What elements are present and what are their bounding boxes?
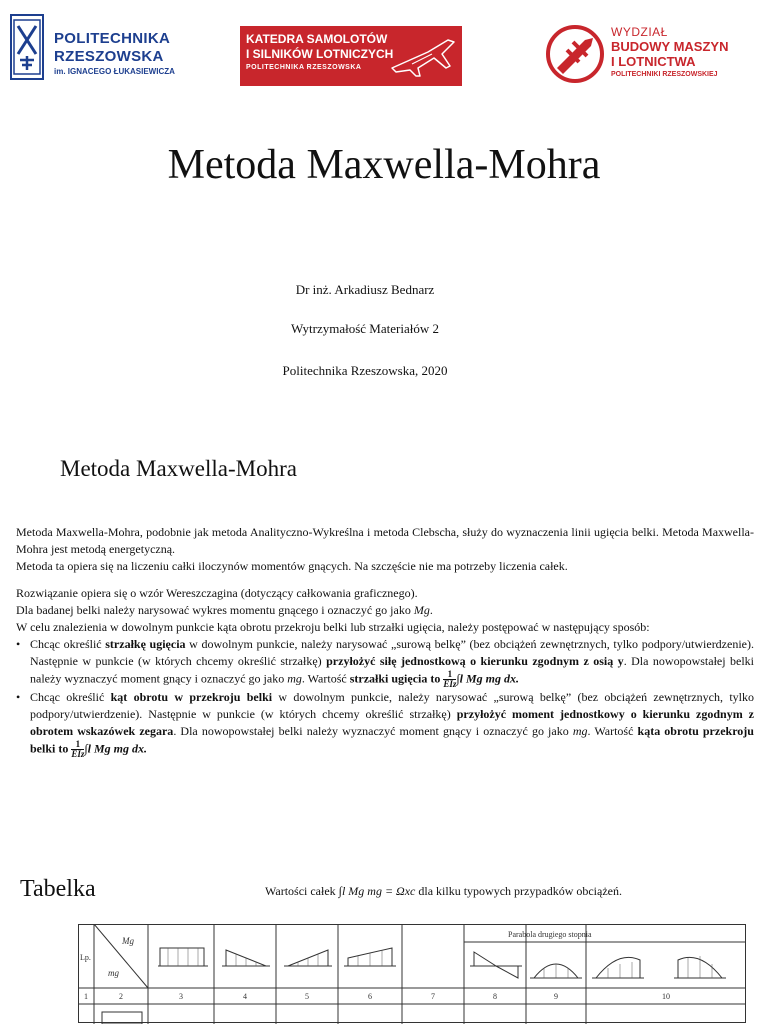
b1-fraction <box>443 670 456 689</box>
b1-text-d: . Wartość <box>301 671 350 686</box>
pr-logo-line3: im. IGNACEGO ŁUKASIEWICZA <box>54 67 175 76</box>
list-item-deflection <box>30 636 754 689</box>
paragraph-wereszczagin: Rozwiązanie opiera się o wzór Wereszczagina (dotyczący całkowania graficznego). <box>16 586 418 600</box>
moment-diagram-text: Dla badanej belki należy narysować wykres momentu gnącego i oznaczyć go jako <box>16 603 414 617</box>
b1-frac-num: 1 <box>443 670 456 680</box>
paragraph-moment-diagram: Dla badanej belki należy narysować wykres momentu gnącego i oznaczyć go jako Mg. <box>16 603 433 617</box>
diagram-rectangle <box>160 948 204 966</box>
b2-bold-3: kąta obrotu przekroju belki to <box>30 724 754 756</box>
b1-symbol-mg: mg <box>287 671 302 686</box>
header-parabola: Parabola drugiego stopnia <box>508 930 592 939</box>
header-logos <box>0 8 768 88</box>
b2-text-c: . Dla nowopowstałej belki należy wyznaczyć moment gnący i oznaczyć go jako <box>173 724 573 738</box>
b2-frac-num: 1 <box>71 740 84 750</box>
procedure-list <box>16 636 754 759</box>
diagram-antisymmetric <box>474 952 518 978</box>
course-line: Wytrzymałość Materiałów 2 <box>291 321 439 336</box>
ksl-logo-line3: POLITECHNIKA RZESZOWSKA <box>246 64 362 71</box>
b2-fraction <box>71 740 84 759</box>
b2-text-d: . Wartość <box>587 724 638 738</box>
b1-bold-1: strzałkę ugięcia <box>105 637 186 651</box>
page-title: Metoda Maxwella-Mohra <box>167 142 601 188</box>
ksl-logo-line1: KATEDRA SAMOLOTÓW <box>246 32 388 46</box>
symbol-Mg: Mg <box>413 603 430 617</box>
section-body <box>16 524 754 759</box>
col-number-10: 10 <box>662 992 670 1001</box>
b1-bold-2: przyłożyć siłę jednostkową o kierunku zgodnym z osią y <box>326 654 624 668</box>
col-number-7: 7 <box>431 992 435 1001</box>
col-number-3: 3 <box>179 992 183 1001</box>
paragraph-integral: Metoda ta opiera się na liczeniu całki iloczynów momentów gnących. Na szczęście nie ma potrzeby liczenia całek. <box>16 559 568 573</box>
politechnika-rzeszowska-logo <box>10 12 180 84</box>
ksl-logo-line2: I SILNIKÓW LOTNICZYCH <box>246 47 394 61</box>
pr-logo-line2: RZESZOWSKA <box>54 48 164 65</box>
integral-table-drawing <box>78 924 746 1024</box>
b2-symbol-mg: mg <box>572 724 588 738</box>
header-lp: Lp. <box>80 953 91 962</box>
col-number-9: 9 <box>554 992 558 1001</box>
col-number-8: 8 <box>493 992 497 1001</box>
diagram-parabola-right <box>596 957 640 978</box>
b2-formula: ∫l Mg mg dx. <box>84 741 147 756</box>
caption-text-b: dla kilku typowych przypadków obciążeń. <box>415 884 622 898</box>
wbm-logo-line3: I LOTNICTWA <box>611 54 696 69</box>
b1-text-b: w dowolnym punkcie, należy narysować „surową belkę” (bez obciążeń zewnętrznych, tylko podpory/utwierdzenie). Następnie w punkcie (w których chcemy określić strzałkę) <box>30 637 754 668</box>
wbm-logo-line2: BUDOWY MASZYN <box>611 39 729 54</box>
section-title: Metoda Maxwella-Mohra <box>60 456 297 481</box>
author-line: Dr inż. Arkadiusz Bednarz <box>295 282 435 297</box>
paragraph-intro: Metoda Maxwella-Mohra, podobnie jak metoda Analityczno-Wykreślna i metoda Clebscha, służy do wyznaczenia linii ugięcia belki. Metoda Maxwella-Mohra jest metodą energetyczną. <box>16 525 754 556</box>
b1-frac-den: EIz <box>443 679 457 689</box>
col-number-2: 2 <box>119 992 123 1001</box>
caption-text-a: Wartości całek <box>265 884 339 898</box>
list-item-rotation <box>30 689 754 759</box>
col-number-5: 5 <box>305 992 309 1001</box>
tabelka-title: Tabelka <box>20 876 96 902</box>
integral-table <box>78 924 746 1024</box>
b2-bold-1: kąt obrotu w przekroju belki <box>110 690 273 704</box>
paragraph-procedure: W celu znalezienia w dowolnym punkcie kąta obrotu przekroju belki lub strzałki ugięcia, należy postępować w następujący sposób: <box>16 620 650 634</box>
politechnika-emblem-icon <box>10 14 44 80</box>
b2-text-a: Chcąc określić <box>30 690 111 704</box>
wbm-logo-line1: WYDZIAŁ <box>611 25 668 39</box>
b2-text-b: w dowolnym punkcie, należy narysować „surową belkę” (bez obciążeń zewnętrznych, tylko podpory/utwierdzenie). Następnie w punkcie (w których chcemy określić strzałkę) <box>30 690 754 721</box>
moment-diagrams <box>158 948 726 978</box>
pr-logo-line1: POLITECHNIKA <box>54 30 171 47</box>
caption-formula: ∫l Mg mg = Ωxc <box>338 884 416 898</box>
header-Mg: Mg <box>122 936 134 946</box>
wbm-logo-line4: POLITECHNIKI RZESZOWSKIEJ <box>611 71 718 78</box>
b1-formula: ∫l Mg mg dx. <box>456 671 519 686</box>
col-number-6: 6 <box>368 992 372 1001</box>
col-number-4: 4 <box>243 992 247 1001</box>
tabelka-caption <box>265 884 622 899</box>
katedra-logo <box>240 26 462 86</box>
col-number-1: 1 <box>84 992 88 1001</box>
b2-frac-den: EIz <box>71 749 85 759</box>
wydzial-emblem-icon <box>545 24 605 84</box>
b1-text-a: Chcąc określić <box>30 637 106 651</box>
header-mg: mg <box>108 968 119 978</box>
university-year-line: Politechnika Rzeszowska, 2020 <box>282 363 448 378</box>
b1-bold-3: strzałki ugięcia to <box>349 671 444 686</box>
wydzial-logo <box>545 24 745 90</box>
b2-bold-2: przyłożyć moment jednostkowy o kierunku zgodnym z obrotem wskazówek zegara <box>30 707 755 738</box>
jet-plane-icon <box>388 32 458 80</box>
b1-text-c: . Dla nowopowstałej belki należy wyznaczyć moment gnący i oznaczyć go jako <box>30 654 754 686</box>
